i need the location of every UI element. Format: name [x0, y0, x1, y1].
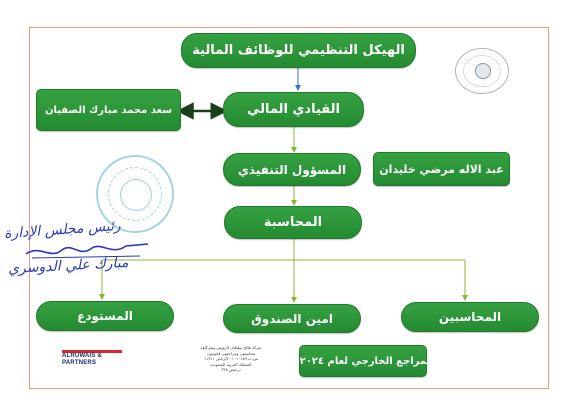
logo-text-line2: PARTNERS [62, 360, 97, 366]
node-title[interactable]: الهيكل التنظيمي للوظائف المالية [181, 33, 416, 68]
node-external-auditor[interactable]: المراجع الخارجي لعام ٢٠٢٤م [299, 345, 427, 377]
blue-seal-center [120, 179, 152, 211]
node-financial-leader[interactable]: القيادي المالي [223, 92, 364, 127]
company-stamp-line: المملكة العربية السعودية [210, 361, 252, 367]
company-stamp-line: ترخيص ٣٣٨ [221, 367, 241, 372]
company-stamp [198, 345, 264, 387]
signature-title: رئيس مجلس الإدارة [3, 217, 122, 243]
grey-seal-stamp [455, 48, 509, 94]
node-leader-name[interactable]: سعد محمد مبارك الصفيان [36, 89, 181, 131]
node-executive-officer[interactable]: المسؤول التنفيذي [223, 153, 361, 186]
signature-name: مبارك علي الدوسري [7, 254, 129, 278]
grey-seal-emblem [475, 63, 491, 79]
node-executive-name[interactable]: عبد الاله مرضي خليدان [373, 152, 510, 186]
node-warehouse-keeper[interactable]: المستودع [36, 301, 174, 331]
company-stamp-line: س.ت ١٠١٠١٥٩ - الرياض ١١٣١١ [204, 356, 258, 361]
node-cashier[interactable]: امين الصندوق [223, 304, 361, 333]
company-stamp-line: شركة فالح سلطان الرويس وشركاؤه [200, 345, 262, 350]
node-accounting[interactable]: المحاسبة [224, 206, 362, 239]
node-accountants[interactable]: المحاسبين [401, 302, 539, 332]
company-stamp-line: محاسبون ومراجعون قانونيون [206, 350, 256, 356]
alruwais-partners-logo [62, 350, 122, 367]
logo-text-line1: ALRUWAIS & [62, 353, 102, 359]
